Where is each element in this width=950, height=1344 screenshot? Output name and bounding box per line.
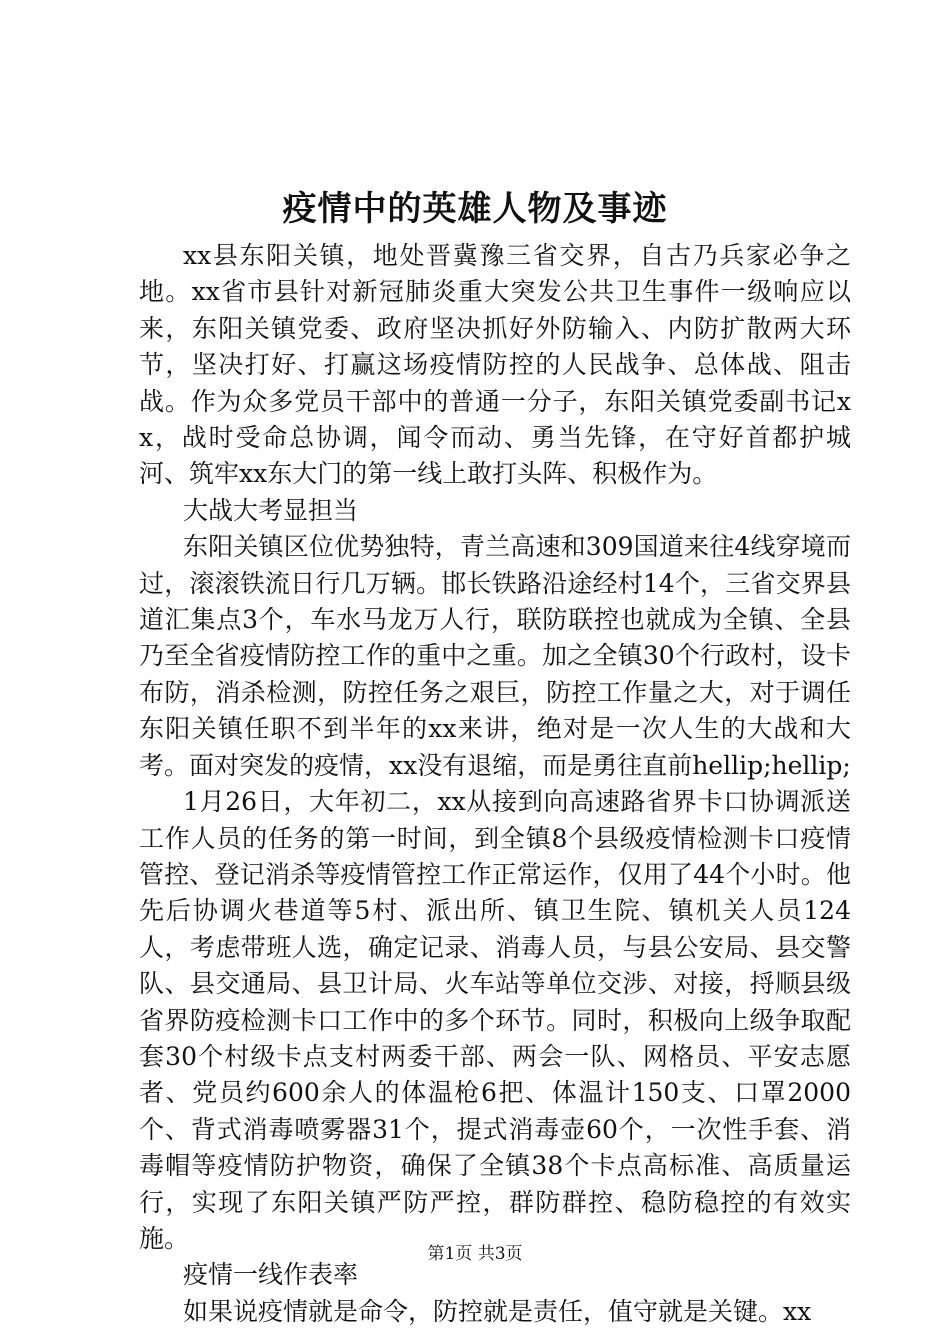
paragraph-continued: 如果说疫情就是命令，防控就是责任，值守就是关键。xx [183, 1296, 812, 1326]
paragraph-location: 东阳关镇区位优势独特，青兰高速和309国道来往4线穿境而过，滚滚铁流日行几万辆。邯长铁路沿途经村14个，三省交界县道汇集点3个，车水马龙万人行，联防联控也就成为全镇、全县乃至全省疫情防控工作的重中之重。加之全镇30个行政村，设卡布防，消杀检测，防控任务之艰巨，防控工作量之大，对于调任东阳关镇任职不到半年的xx来讲，绝对是一次人生的大战和大考。面对突发的疫情，xx没有退缩，而是勇往直前hellip;hellip; [139, 532, 851, 780]
paragraph-intro: xx县东阳关镇，地处晋冀豫三省交界，自古乃兵家必争之地。xx省市县针对新冠肺炎重大突发公共卫生事件一级响应以来，东阳关镇党委、政府坚决抓好外防输入、内防扩散两大环节，坚决打好、打赢这场疫情防控的人民战争、总体战、阻击战。作为众多党员干部中的普通一分子，东阳关镇党委副书记xx，战时受命总协调，闻令而动、勇当先锋，在守好首都护城河、筑牢xx东大门的第一线上敢打头阵、积极作为。 [139, 241, 851, 489]
section-heading-major-battle: 大战大考显担当 [183, 495, 359, 525]
paragraph-jan-26: 1月26日，大年初二，xx从接到向高速路省界卡口协调派送工作人员的任务的第一时间，到全镇8个县级疫情检测卡口疫情管控、登记消杀等疫情管控工作正常运作，仅用了44个小时。他先后协调火巷道等5村、派出所、镇卫生院、镇机关人员124人，考虑带班人选，确定记录、消毒人员，与县公安局、县交警队、县交通局、县卫计局、火车站等单位交涉、对接，捋顺县级省界防疫检测卡口工作中的多个环节。同时，积极向上级争取配套30个村级卡点支村两委干部、两会一队、网格员、平安志愿者、党员约600余人的体温枪6把、体温计150支、口罩2000个、背式消毒喷雾器31个，提式消毒壶60个，一次性手套、消毒帽等疫情防护物资，确保了全镇38个卡点高标准、高质量运行，实现了东阳关镇严防严控，群防群控、稳防稳控的有效实施。 [139, 787, 851, 1253]
document-body [139, 238, 851, 1330]
page-number-footer: 第1页 共3页 [427, 1244, 523, 1264]
document-title: 疫情中的英雄人物及事迹 [282, 189, 668, 229]
section-heading-frontline: 疫情一线作表率 [183, 1260, 359, 1290]
